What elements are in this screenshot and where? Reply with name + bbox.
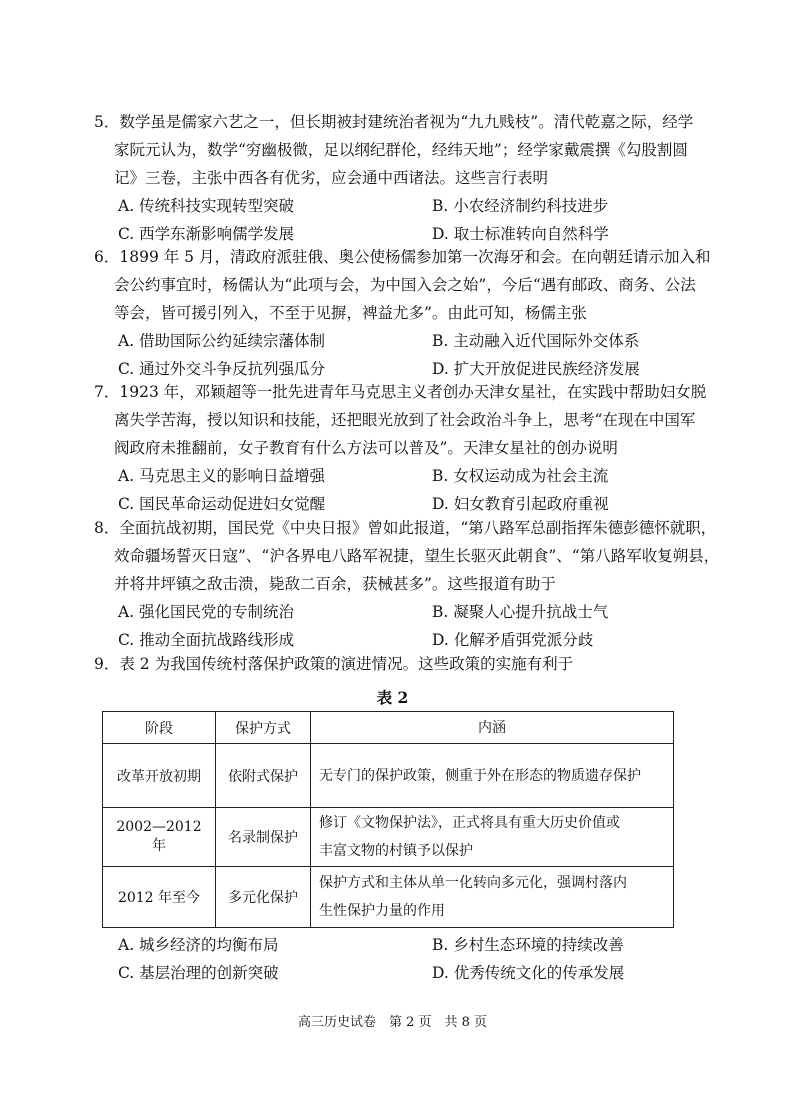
option-a[interactable]: A. 马克思主义的影响日益增强 [118,467,326,485]
question-stem-line: 9．表 2 为我国传统村落保护政策的演进情况。这些政策的实施有利于 [94,655,574,673]
option-b[interactable]: B. 乡村生态环境的持续改善 [432,936,624,954]
question-stem-line: 5．数学虽是儒家六艺之一，但长期被封建统治者视为“九九贱枝”。清代乾嘉之际，经学 [94,113,694,131]
option-d[interactable]: D. 取士标准转向自然科学 [432,225,609,243]
question-6 [94,243,711,383]
option-a[interactable]: A. 借助国际公约延续宗藩体制 [118,332,326,350]
table-header-cell: 内涵 [311,712,674,744]
table-cell-text-line: 修订《文物保护法》，正式将具有重大历史价值或 [319,815,620,831]
option-b[interactable]: B. 主动融入近代国际外交体系 [432,332,640,350]
table-cell-text-line: 生性保护力量的作用 [319,903,445,919]
table-cell-stage: 2002—2012 年 [103,808,216,867]
option-c[interactable]: C. 西学东渐影响儒学发展 [118,225,295,243]
table-cell-text-line: 丰富文物的村镇予以保护 [319,843,473,859]
question-8 [94,514,720,654]
table-header-cell: 阶段 [103,712,216,744]
table-header-cell: 保护方式 [216,712,311,744]
option-a[interactable]: A. 城乡经济的均衡布局 [118,936,279,954]
option-a[interactable]: A. 强化国民党的专制统治 [118,603,295,621]
option-row [94,462,694,490]
option-c[interactable]: C. 推动全面抗战路线形成 [118,631,295,649]
option-a[interactable]: A. 传统科技实现转型突破 [118,197,295,215]
option-c[interactable]: C. 国民革命运动促进妇女觉醒 [118,495,326,513]
option-c[interactable]: C. 基层治理的创新突破 [118,964,279,982]
question-stem-line: 记》三卷，主张中西各有优劣，应会通中西诸法。这些言行表明 [114,169,549,187]
policy-table [102,711,674,928]
option-row [94,931,694,959]
question-stem-line: 会公约事宜时，杨儒认为“此项与会，为中国入会之始”，今后“遇有邮政、商务、公法 [114,276,696,294]
table-row [103,808,674,867]
question-9-options [94,931,694,987]
option-d[interactable]: D. 化解矛盾弭党派分歧 [432,631,594,649]
option-row [94,959,694,987]
option-row [94,327,694,355]
option-row [94,192,694,220]
question-stem-line: 8．全面抗战初期，国民党《中央日报》曾如此报道，“第八路军总副指挥朱德彭德怀就职， [94,519,717,537]
question-stem-line: 7．1923 年，邓颖超等一批先进青年马克思主义者创办天津女星社，在实践中帮助妇女脱 [94,383,707,401]
option-d[interactable]: D. 扩大开放促进民族经济发展 [432,360,640,378]
option-d[interactable]: D. 妇女教育引起政府重视 [432,495,609,513]
table-cell-text-line: 保护方式和主体从单一化转向多元化，强调村落内 [319,875,627,891]
table-cell-method: 多元化保护 [216,867,311,928]
table-row [103,744,674,808]
table-cell-content [311,867,674,928]
table-cell-content [311,808,674,867]
table-cell-method: 名录制保护 [216,808,311,867]
option-row [94,598,694,626]
question-stem-line: 阀政府未推翻前，女子教育有什么方法可以普及”。天津女星社的创办说明 [114,439,618,457]
option-d[interactable]: D. 优秀传统文化的传承发展 [432,964,625,982]
table-cell-stage: 改革开放初期 [103,744,216,808]
option-b[interactable]: B. 小农经济制约科技进步 [432,197,609,215]
table-cell-method: 依附式保护 [216,744,311,808]
option-b[interactable]: B. 女权运动成为社会主流 [432,467,609,485]
question-stem-line: 并将井坪镇之敌击溃，毙敌二百余，获械甚多”。这些报道有助于 [114,575,556,593]
question-stem-line: 等会，皆可援引列入，不至于见摒，裨益尤多”。由此可知，杨儒主张 [114,304,587,322]
question-7 [94,378,707,518]
table-cell-text-line: 无专门的保护政策，侧重于外在形态的物质遗存保护 [319,767,641,784]
option-c[interactable]: C. 通过外交斗争反抗列强瓜分 [118,360,326,378]
table-header-row [103,712,674,744]
table-row [103,867,674,928]
question-stem-line: 离失学苦海，授以知识和技能，还把眼光放到了社会政治斗争上，思考“在现在中国军 [114,411,696,429]
question-9 [94,650,694,678]
option-b[interactable]: B. 凝聚人心提升抗战士气 [432,603,609,621]
table-cell-stage: 2012 年至今 [103,867,216,928]
question-stem-line: 家阮元认为，数学“穷幽极微，足以纲纪群伦，经纬天地”；经学家戴震撰《勾股割圆 [114,141,688,159]
question-5 [94,108,694,248]
page-footer: 高三历史试卷 第 2 页 共 8 页 [297,1015,488,1030]
table-cell-content [311,744,674,808]
question-stem-line: 6．1899 年 5 月，清政府派驻俄、奥公使杨儒参加第一次海牙和会。在向朝廷请示加入和 [94,248,711,266]
question-stem-line: 效命疆场誓灭日寇”、“沪各界电八路军祝捷，望生长驱灭此朝食”、“第八路军收复朔县， [114,547,720,565]
table-caption: 表 2 [376,688,409,707]
